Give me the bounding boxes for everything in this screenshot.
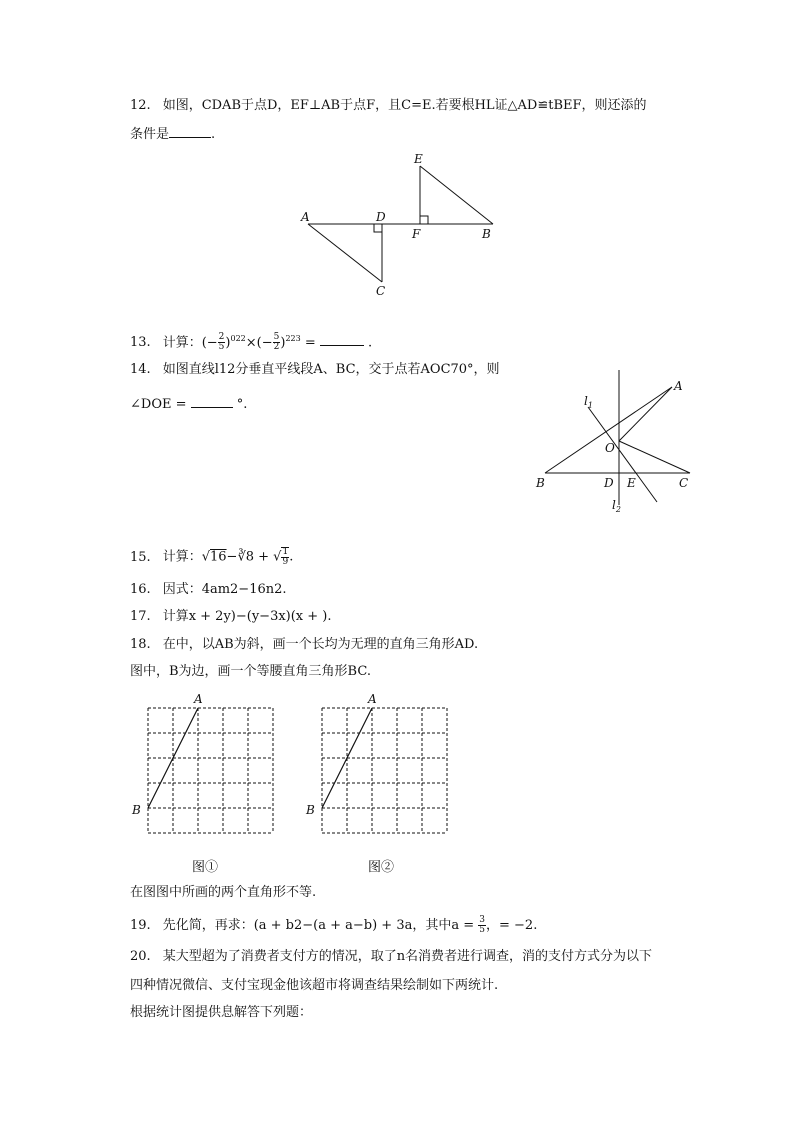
q17-line: 17. 计算x + 2y)−(y−3x)(x + ). xyxy=(130,609,332,624)
question-number: 19. xyxy=(130,918,151,933)
label-l2: $l_2$ xyxy=(612,498,621,514)
q12-line2: 条件是 . xyxy=(130,127,216,142)
q12-text-2: 条件是 xyxy=(130,127,170,142)
q14-figure xyxy=(530,365,705,515)
right-angle-d xyxy=(374,224,382,232)
line-oc xyxy=(619,441,690,473)
label-d: D xyxy=(604,476,614,490)
q16-line: 16. 因式：4am2−16n2. xyxy=(130,582,287,597)
answer-blank[interactable] xyxy=(191,395,233,408)
question-number: 20. xyxy=(130,949,151,964)
label-b: B xyxy=(482,227,491,241)
answer-blank[interactable] xyxy=(320,333,364,346)
question-number: 15. xyxy=(130,549,151,565)
figure-caption-2: 图② xyxy=(368,860,395,875)
q18-line1: 18. 在中，以AB为斜，画一个长均为无理的直角三角形AD. xyxy=(130,637,479,652)
q15-line: 15. 计算：√16−∛8 + √ $\frac{1}{9}$ . xyxy=(130,547,294,567)
q13-line: 13. 计算：(− $\frac{2}{5}$ )$^{022}$×(− $\frac{5}{2}$ )$^{223}$ = . xyxy=(130,332,373,353)
label-b: B xyxy=(306,803,315,817)
label-o: O xyxy=(605,441,615,455)
q14-line1 xyxy=(130,361,500,379)
label-a: A xyxy=(368,692,377,706)
line-l1 xyxy=(588,407,657,502)
label-l1: $l_1$ xyxy=(584,394,593,410)
fraction: $\frac{3}{5}$ xyxy=(479,915,485,935)
question-number: 13. xyxy=(130,335,151,351)
label-a: A xyxy=(301,210,310,224)
fraction: $\frac{1}{9}$ xyxy=(282,547,289,567)
question-number: 12. xyxy=(130,98,151,113)
label-c: C xyxy=(376,284,386,298)
question-number: 17. xyxy=(130,609,151,624)
q18-grid-figure-2 xyxy=(302,690,457,838)
q12-text: 如图，CDAB于点D，EF⊥AB于点F，且C=E.若要根HL证△AD≌tBEF，则还添的 xyxy=(162,98,647,113)
q19-line: 19. 先化简，再求：(a + b2−(a + a−b) + 3a，其中a = $\frac{3}{5}$ ，= −2. xyxy=(130,915,538,935)
question-number: 14. xyxy=(130,362,151,377)
label-d: D xyxy=(376,210,386,224)
label-a: A xyxy=(674,379,683,393)
line-ac xyxy=(308,224,382,282)
line-ba xyxy=(545,387,672,473)
figure-caption-1: 图① xyxy=(192,860,219,875)
fraction: $\frac{5}{2}$ xyxy=(273,332,280,353)
q20-line2: 四种情况微信、支付宝现金他该超市将调查结果绘制如下两统计. xyxy=(130,978,499,993)
q20-line3: 根据统计图提供息解答下列题： xyxy=(130,1005,313,1020)
label-b: B xyxy=(132,803,141,817)
q20-line1: 20. 某大型超为了消费者支付方的情况，取了n名消费者进行调查，消的支付方式分为以下 xyxy=(130,949,653,964)
q12-line1 xyxy=(130,97,647,115)
answer-blank[interactable] xyxy=(169,125,211,138)
q14-text: 如图直线l12分垂直平线段A、BC，交于点若AOC70°，则 xyxy=(162,362,500,377)
q12-figure xyxy=(290,150,510,300)
q14-line2: ∠DOE = °. xyxy=(130,397,248,412)
label-e: E xyxy=(414,152,423,166)
fraction: $\frac{2}{5}$ xyxy=(218,332,225,353)
label-c: C xyxy=(679,476,689,490)
q18-after-text: 在图图中所画的两个直角形不等. xyxy=(130,885,317,900)
line-eb xyxy=(420,166,493,224)
label-e: E xyxy=(627,476,636,490)
q18-line2: 图中，B为边，画一个等腰直角三角形BC. xyxy=(130,664,371,679)
label-a: A xyxy=(194,692,203,706)
question-number: 18. xyxy=(130,637,151,652)
label-f: F xyxy=(412,227,421,241)
q18-grid-figure-1 xyxy=(128,690,283,838)
line-oa xyxy=(619,387,672,441)
label-b: B xyxy=(536,476,545,490)
question-number: 16. xyxy=(130,582,151,597)
right-angle-f xyxy=(420,216,428,224)
